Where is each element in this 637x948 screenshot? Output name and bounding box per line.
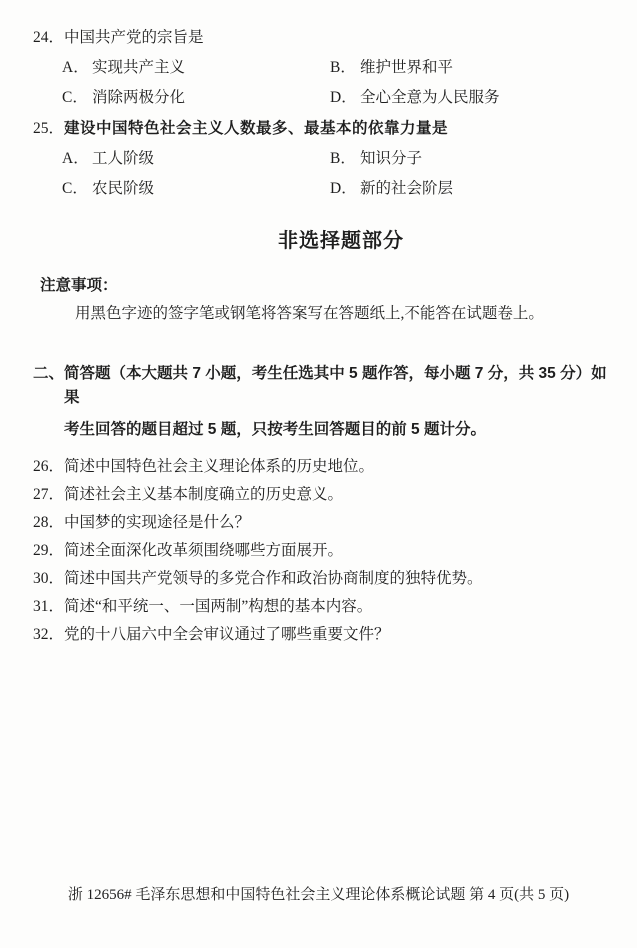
option-label: D． (330, 180, 357, 197)
question-30 (33, 568, 609, 590)
option-label: B． (330, 59, 356, 76)
part2-instruction-line-2: 考生回答的题目超过 5 题，只按考生回答题目的前 5 题计分。 (64, 421, 486, 438)
question-number: 30． (33, 570, 65, 587)
option-text: 消除两极分化 (92, 89, 186, 106)
question-number: 32． (33, 626, 65, 643)
part2-text: 简答题（本大题共 7 小题，考生任选其中 5 题作答，每小题 7 分，共 35 分）如果 (64, 365, 607, 406)
question-32 (33, 624, 609, 646)
option-label: C． (62, 89, 88, 106)
question-24 (33, 27, 609, 49)
question-25 (33, 118, 609, 140)
question-text: 简述中国共产党领导的多党合作和政治协商制度的独特优势。 (64, 570, 483, 587)
option-label: D． (330, 89, 357, 106)
option-a (62, 148, 330, 170)
part2-number: 二、 (33, 365, 65, 382)
question-number: 29． (33, 542, 65, 559)
option-c (62, 87, 330, 109)
question-number: 24． (33, 29, 65, 46)
short-answer-list (33, 456, 609, 646)
notice-heading: 注意事项： (40, 277, 118, 294)
question-29 (33, 540, 609, 562)
option-text: 维护世界和平 (360, 59, 454, 76)
section-title: 非选择题部分 (278, 230, 404, 252)
question-25-options-row-2 (33, 178, 609, 200)
question-number: 26． (33, 458, 65, 475)
option-a (62, 57, 330, 79)
option-label: C． (62, 180, 88, 197)
option-text: 知识分子 (360, 150, 423, 167)
question-text: 中国梦的实现途径是什么？ (64, 514, 251, 531)
option-d (330, 87, 500, 109)
option-d (330, 178, 453, 200)
question-27 (33, 484, 609, 506)
question-26 (33, 456, 609, 478)
option-label: A． (62, 59, 89, 76)
option-text: 工人阶级 (92, 150, 155, 167)
question-number: 28． (33, 514, 65, 531)
option-text: 全心全意为人民服务 (360, 89, 500, 106)
part2-instruction-line-1 (33, 362, 609, 410)
part2-instructions (33, 362, 609, 442)
question-text: 简述中国特色社会主义理论体系的历史地位。 (64, 458, 375, 475)
question-24-options-row-1 (33, 57, 609, 79)
option-text: 实现共产主义 (92, 59, 186, 76)
question-text: 简述全面深化改革须围绕哪些方面展开。 (64, 542, 344, 559)
option-text: 新的社会阶层 (360, 180, 454, 197)
option-text: 农民阶级 (92, 180, 155, 197)
question-31 (33, 596, 609, 618)
question-28 (33, 512, 609, 534)
page-footer: 浙 12656# 毛泽东思想和中国特色社会主义理论体系概论试题 第 4 页(共 5 页) (67, 887, 570, 903)
question-number: 27． (33, 486, 65, 503)
question-stem: 建设中国特色社会主义人数最多、最基本的依靠力量是 (64, 120, 449, 137)
question-text: 简述社会主义基本制度确立的历史意义。 (64, 486, 344, 503)
question-25-options-row-1 (33, 148, 609, 170)
question-text: 党的十八届六中全会审议通过了哪些重要文件？ (64, 626, 390, 643)
question-24-options-row-2 (33, 87, 609, 109)
notice-body: 用黑色字迹的签字笔或钢笔将答案写在答题纸上,不能答在试题卷上。 (75, 305, 544, 322)
option-label: B． (330, 150, 356, 167)
option-b (330, 57, 453, 79)
question-number: 31． (33, 598, 65, 615)
question-stem: 中国共产党的宗旨是 (64, 29, 204, 46)
question-text: 简述“和平统一、一国两制”构想的基本内容。 (64, 598, 373, 615)
option-label: A． (62, 150, 89, 167)
option-b (330, 148, 422, 170)
option-c (62, 178, 330, 200)
question-number: 25． (33, 120, 65, 137)
page-content (33, 27, 609, 652)
